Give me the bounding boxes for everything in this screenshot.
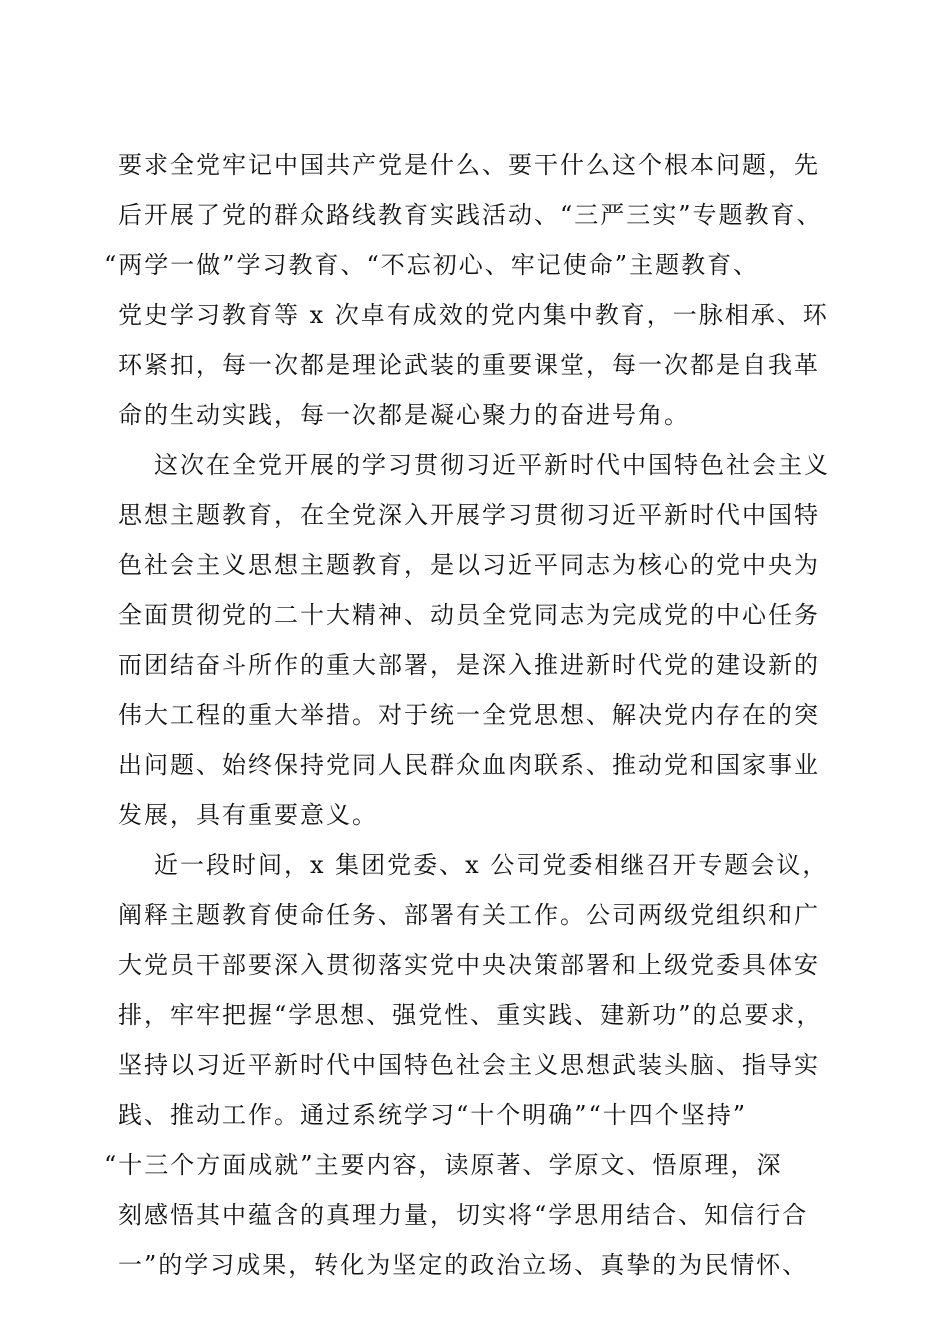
- text-line: “十三个方面成就”主要内容，读原著、学原文、悟原理，深: [104, 1151, 783, 1179]
- paragraph-first-line: 近一段时间，x 集团党委、x 公司党委相继召开专题会议，: [154, 851, 829, 879]
- text-line: 一”的学习成果，转化为坚定的政治立场、真挚的为民情怀、: [118, 1251, 809, 1279]
- text-line: 大党员干部要深入贯彻落实党中央决策部署和上级党委具体安: [118, 951, 820, 979]
- text-line: 伟大工程的重大举措。对于统一全党思想、解决党内存在的突: [118, 701, 820, 729]
- text-line: 发展，具有重要意义。: [118, 801, 378, 829]
- text-line: 刻感悟其中蕴含的真理力量，切实将“学思用结合、知信行合: [118, 1201, 809, 1229]
- text-line: 党史学习教育等 x 次卓有成效的党内集中教育，一脉相承、环: [118, 301, 829, 329]
- text-line: 命的生动实践，每一次都是凝心聚力的奋进号角。: [118, 401, 690, 429]
- text-line: 色社会主义思想主题教育，是以习近平同志为核心的党中央为: [118, 551, 820, 579]
- text-line: 后开展了党的群众路线教育实践活动、“三严三实”专题教育、: [118, 201, 823, 229]
- paragraph-first-line: 这次在全党开展的学习贯彻习近平新时代中国特色社会主义: [154, 451, 830, 479]
- text-line: 坚持以习近平新时代中国特色社会主义思想武装头脑、指导实: [118, 1051, 820, 1079]
- text-line: 阐释主题教育使命任务、部署有关工作。公司两级党组织和广: [118, 901, 820, 929]
- text-line: 环紧扣，每一次都是理论武装的重要课堂，每一次都是自我革: [118, 351, 820, 379]
- text-line: 全面贯彻党的二十大精神、动员全党同志为完成党的中心任务: [118, 601, 820, 629]
- text-line: 出问题、始终保持党同人民群众血肉联系、推动党和国家事业: [118, 751, 820, 779]
- text-line: 要求全党牢记中国共产党是什么、要干什么这个根本问题，先: [118, 151, 820, 179]
- text-line: 排，牢牢把握“学思想、强党性、重实践、建新功”的总要求，: [118, 1001, 823, 1029]
- text-line: 思想主题教育，在全党深入开展学习贯彻习近平新时代中国特: [118, 501, 820, 529]
- body-text: [104, 140, 838, 1290]
- text-line: 践、推动工作。通过系统学习“十个明确”“十四个坚持”: [118, 1101, 748, 1129]
- text-line: “两学一做”学习教育、“不忘初心、牢记使命”主题教育、: [104, 251, 760, 279]
- text-line: 而团结奋斗所作的重大部署，是深入推进新时代党的建设新的: [118, 651, 820, 679]
